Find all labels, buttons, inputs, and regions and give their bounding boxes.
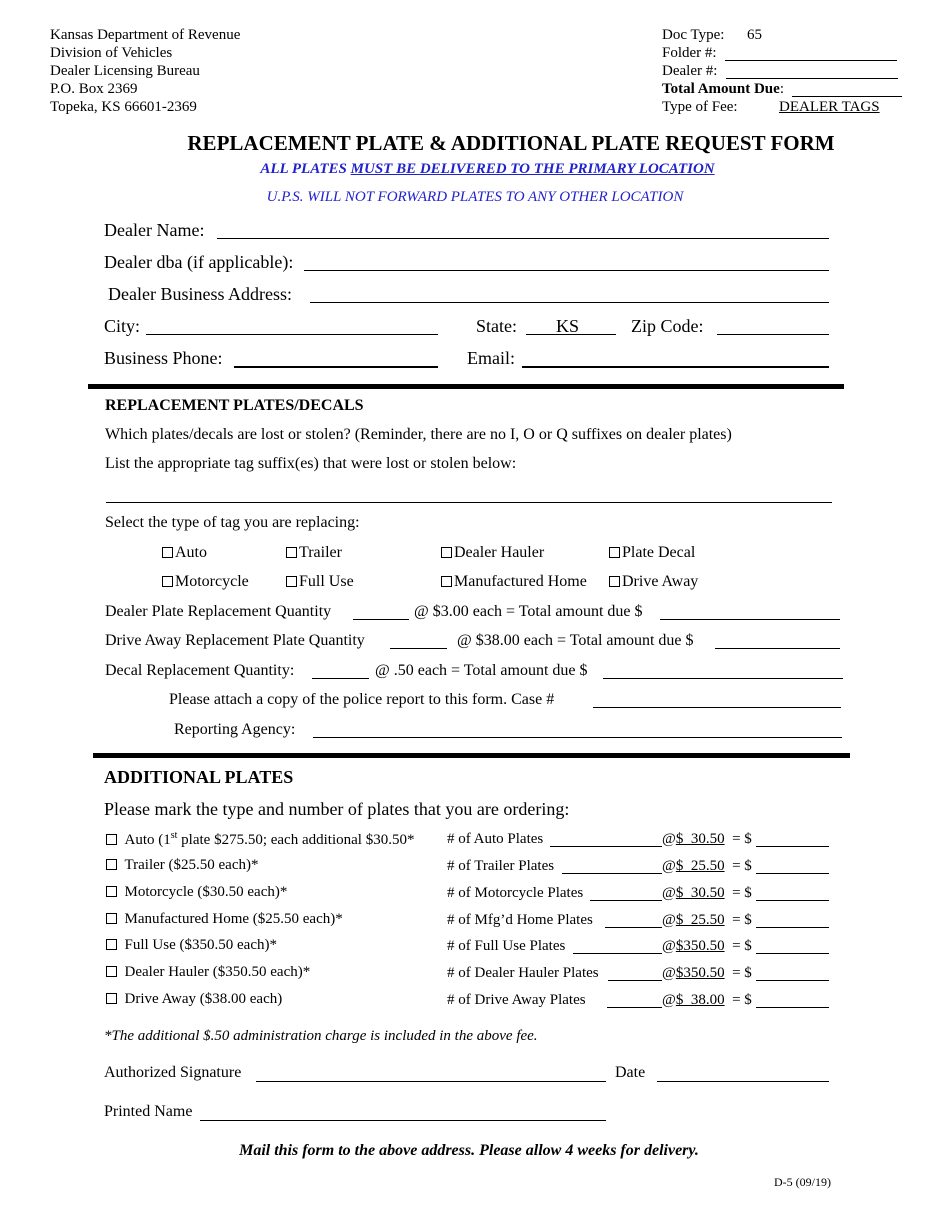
- agency-line-4: P.O. Box 2369: [50, 81, 138, 97]
- driveaway-qty-label: Drive Away Replacement Plate Quantity: [105, 632, 365, 649]
- additional-item-trailer[interactable]: [106, 857, 259, 874]
- tag-drive-away[interactable]: [609, 573, 698, 591]
- auto-text-a: Auto (1: [124, 832, 171, 848]
- city-label: City:: [104, 316, 141, 336]
- police-report-text: Please attach a copy of the police report to this form. Case #: [169, 691, 555, 708]
- tag-dealer-hauler-label: Dealer Hauler: [454, 544, 545, 561]
- equals-label: = $: [732, 831, 752, 847]
- checkbox-icon[interactable]: [106, 886, 117, 897]
- equals-label: = $: [732, 858, 752, 874]
- count-full-use-label: # of Full Use Plates: [447, 938, 566, 954]
- driveaway-qty-field[interactable]: [390, 634, 447, 649]
- auto-text-b: plate $275.50; each additional $30.50*: [177, 832, 415, 848]
- rate-full-use: $350.50: [675, 938, 725, 954]
- folder-field[interactable]: [725, 46, 897, 61]
- decal-qty-total-field[interactable]: [603, 664, 843, 679]
- count-dealer-hauler-label: # of Dealer Hauler Plates: [447, 965, 599, 981]
- count-trailer-field[interactable]: [562, 859, 662, 874]
- dealer-qty-label: Dealer Plate Replacement Quantity: [105, 603, 332, 620]
- checkbox-icon[interactable]: [286, 576, 297, 587]
- tag-dealer-hauler[interactable]: [441, 544, 544, 562]
- additional-item-label: Manufactured Home ($25.50 each)*: [124, 911, 343, 927]
- total-drive-away-field[interactable]: [756, 993, 829, 1008]
- ups-notice: U.P.S. WILL NOT FORWARD PLATES TO ANY OTHER LOCATION: [266, 189, 684, 205]
- tag-plate-decal[interactable]: [609, 544, 695, 562]
- folder-label: Folder #:: [662, 45, 717, 61]
- total-amount-field[interactable]: [792, 82, 902, 97]
- fee-footnote: *The additional $.50 administration charge is included in the above fee.: [104, 1028, 538, 1044]
- business-address-field[interactable]: [310, 287, 829, 303]
- equals-label: = $: [732, 965, 752, 981]
- at-sign: @: [662, 912, 676, 928]
- dealer-dba-label: Dealer dba (if applicable):: [104, 252, 294, 272]
- additional-item-mfg-home[interactable]: [106, 911, 343, 928]
- equals-label: = $: [732, 885, 752, 901]
- rate-auto: $ 30.50: [675, 831, 725, 847]
- form-title: REPLACEMENT PLATE & ADDITIONAL PLATE REQUEST FORM: [187, 131, 835, 155]
- total-mfg-home-field[interactable]: [756, 913, 829, 928]
- delivery-notice: [0, 161, 950, 178]
- additional-item-drive-away[interactable]: [106, 991, 282, 1008]
- reporting-agency-label: Reporting Agency:: [174, 721, 296, 738]
- tag-auto[interactable]: [162, 544, 207, 562]
- date-label: Date: [615, 1064, 646, 1081]
- section-divider-2: [93, 753, 850, 758]
- printed-name-field[interactable]: [200, 1105, 606, 1121]
- driveaway-qty-total-field[interactable]: [715, 634, 840, 649]
- additional-item-motorcycle[interactable]: [106, 884, 287, 901]
- count-mfg-home-label: # of Mfg’d Home Plates: [447, 912, 593, 928]
- lost-stolen-question: Which plates/decals are lost or stolen? (Reminder, there are no I, O or Q suffixes on dealer plates): [105, 426, 732, 443]
- delivery-notice-a: ALL PLATES: [260, 161, 351, 177]
- additional-item-label: Full Use ($350.50 each)*: [124, 937, 277, 953]
- agency-line-3: Dealer Licensing Bureau: [50, 63, 200, 79]
- checkbox-icon[interactable]: [441, 547, 452, 558]
- tag-manufactured-home[interactable]: [441, 573, 587, 591]
- state-value: KS: [556, 316, 580, 336]
- count-mfg-home-field[interactable]: [605, 913, 662, 928]
- rate-motorcycle: $ 30.50: [675, 885, 725, 901]
- additional-item-auto[interactable]: [106, 830, 414, 849]
- tag-motorcycle-label: Motorcycle: [175, 573, 249, 590]
- additional-item-label: Drive Away ($38.00 each): [124, 991, 283, 1007]
- tag-motorcycle[interactable]: [162, 573, 249, 591]
- dealer-number-label: Dealer #:: [662, 63, 718, 79]
- at-sign: @: [662, 885, 676, 901]
- rate-trailer: $ 25.50: [675, 858, 725, 874]
- replacement-heading: REPLACEMENT PLATES/DECALS: [105, 397, 364, 414]
- decal-qty-label: Decal Replacement Quantity:: [105, 662, 295, 679]
- checkbox-icon[interactable]: [106, 939, 117, 950]
- state-label: State:: [476, 316, 517, 336]
- dealer-qty-field[interactable]: [353, 605, 409, 620]
- decal-qty-field[interactable]: [312, 664, 369, 679]
- count-dealer-hauler-field[interactable]: [608, 966, 662, 981]
- doc-type-label: Doc Type:: [662, 27, 725, 43]
- dealer-number-field[interactable]: [726, 64, 898, 79]
- checkbox-icon[interactable]: [106, 966, 117, 977]
- email-label: Email:: [467, 348, 515, 368]
- additional-prompt: Please mark the type and number of plates that you are ordering:: [104, 799, 570, 819]
- tag-trailer-label: Trailer: [299, 544, 342, 561]
- checkbox-icon[interactable]: [609, 547, 620, 558]
- rate-dealer-hauler: $350.50: [675, 965, 725, 981]
- total-full-use-field[interactable]: [756, 939, 829, 954]
- additional-item-full-use[interactable]: [106, 937, 277, 954]
- additional-item-dealer-hauler[interactable]: [106, 964, 310, 981]
- mail-notice: Mail this form to the above address. Please allow 4 weeks for delivery.: [239, 1142, 699, 1159]
- total-amount-colon: :: [779, 81, 784, 97]
- count-auto-field[interactable]: [550, 832, 662, 847]
- zip-label: Zip Code:: [631, 316, 704, 336]
- equals-label: = $: [732, 938, 752, 954]
- count-drive-away-field[interactable]: [607, 993, 662, 1008]
- count-trailer-label: # of Trailer Plates: [447, 858, 555, 874]
- dealer-qty-total-field[interactable]: [660, 605, 840, 620]
- total-motorcycle-field[interactable]: [756, 886, 829, 901]
- additional-heading: ADDITIONAL PLATES: [104, 767, 294, 787]
- reporting-agency-field[interactable]: [313, 723, 842, 738]
- dealer-dba-field[interactable]: [304, 255, 829, 271]
- tag-full-use[interactable]: [286, 573, 354, 591]
- doc-type-value: 65: [747, 27, 762, 43]
- checkbox-icon[interactable]: [286, 547, 297, 558]
- agency-line-1: Kansas Department of Revenue: [50, 27, 241, 43]
- delivery-notice-b: MUST BE DELIVERED TO THE PRIMARY LOCATION: [350, 161, 715, 177]
- authorized-signature-label: Authorized Signature: [104, 1064, 242, 1081]
- office-use-box: [662, 26, 912, 116]
- total-trailer-field[interactable]: [756, 859, 829, 874]
- agency-line-5: Topeka, KS 66601-2369: [50, 99, 197, 115]
- at-sign: @: [662, 965, 676, 981]
- agency-line-2: Division of Vehicles: [50, 45, 173, 61]
- tag-drive-away-label: Drive Away: [622, 573, 699, 590]
- decal-qty-rate: @ .50 each = Total amount due $: [375, 662, 588, 679]
- rate-drive-away: $ 38.00: [675, 992, 725, 1008]
- dealer-qty-rate: @ $3.00 each = Total amount due $: [414, 603, 643, 620]
- count-motorcycle-label: # of Motorcycle Plates: [447, 885, 584, 901]
- checkbox-icon[interactable]: [106, 859, 117, 870]
- checkbox-icon[interactable]: [441, 576, 452, 587]
- equals-label: = $: [732, 912, 752, 928]
- driveaway-qty-rate: @ $38.00 each = Total amount due $: [457, 632, 694, 649]
- at-sign: @: [662, 938, 676, 954]
- checkbox-icon[interactable]: [106, 993, 117, 1004]
- dealer-name-label: Dealer Name:: [104, 220, 205, 240]
- count-auto-label: # of Auto Plates: [447, 831, 544, 847]
- business-address-label: Dealer Business Address:: [108, 284, 292, 304]
- equals-label: = $: [732, 992, 752, 1008]
- at-sign: @: [662, 992, 676, 1008]
- section-divider-1: [88, 384, 844, 389]
- zip-field[interactable]: [717, 319, 829, 335]
- checkbox-icon[interactable]: [106, 834, 117, 845]
- total-amount-label: Total Amount Due: [662, 81, 780, 97]
- tag-trailer[interactable]: [286, 544, 342, 562]
- checkbox-icon[interactable]: [609, 576, 620, 587]
- additional-item-label: Dealer Hauler ($350.50 each)*: [124, 964, 311, 980]
- printed-name-label: Printed Name: [104, 1103, 193, 1120]
- tag-manufactured-home-label: Manufactured Home: [454, 573, 587, 590]
- count-motorcycle-field[interactable]: [590, 886, 662, 901]
- tag-auto-label: Auto: [175, 544, 207, 561]
- business-phone-field[interactable]: [234, 351, 438, 368]
- tag-full-use-label: Full Use: [299, 573, 354, 590]
- tag-plate-decal-label: Plate Decal: [622, 544, 696, 561]
- checkbox-icon[interactable]: [162, 576, 173, 587]
- count-full-use-field[interactable]: [573, 939, 662, 954]
- fee-type-label: Type of Fee:: [662, 99, 738, 115]
- auto-text-sup: st: [170, 830, 178, 841]
- fee-type-value: DEALER TAGS: [779, 99, 880, 115]
- additional-item-label: Motorcycle ($30.50 each)*: [124, 884, 288, 900]
- city-field[interactable]: [146, 319, 438, 335]
- business-phone-label: Business Phone:: [104, 348, 223, 368]
- at-sign: @: [662, 831, 676, 847]
- suffix-prompt: List the appropriate tag suffix(es) that were lost or stolen below:: [105, 455, 517, 472]
- total-dealer-hauler-field[interactable]: [756, 966, 829, 981]
- total-auto-field[interactable]: [756, 832, 829, 847]
- checkbox-icon[interactable]: [106, 913, 117, 924]
- at-sign: @: [662, 858, 676, 874]
- checkbox-icon[interactable]: [162, 547, 173, 558]
- form-id: D-5 (09/19): [774, 1175, 831, 1189]
- additional-item-label: Trailer ($25.50 each)*: [124, 857, 259, 873]
- case-number-field[interactable]: [593, 693, 841, 708]
- email-field[interactable]: [522, 351, 829, 368]
- rate-mfg-home: $ 25.50: [675, 912, 725, 928]
- count-drive-away-label: # of Drive Away Plates: [447, 992, 586, 1008]
- date-field[interactable]: [657, 1066, 829, 1082]
- suffix-field[interactable]: [106, 488, 832, 503]
- dealer-name-field[interactable]: [217, 223, 829, 239]
- authorized-signature-field[interactable]: [256, 1066, 606, 1082]
- tag-type-prompt: Select the type of tag you are replacing:: [105, 514, 360, 531]
